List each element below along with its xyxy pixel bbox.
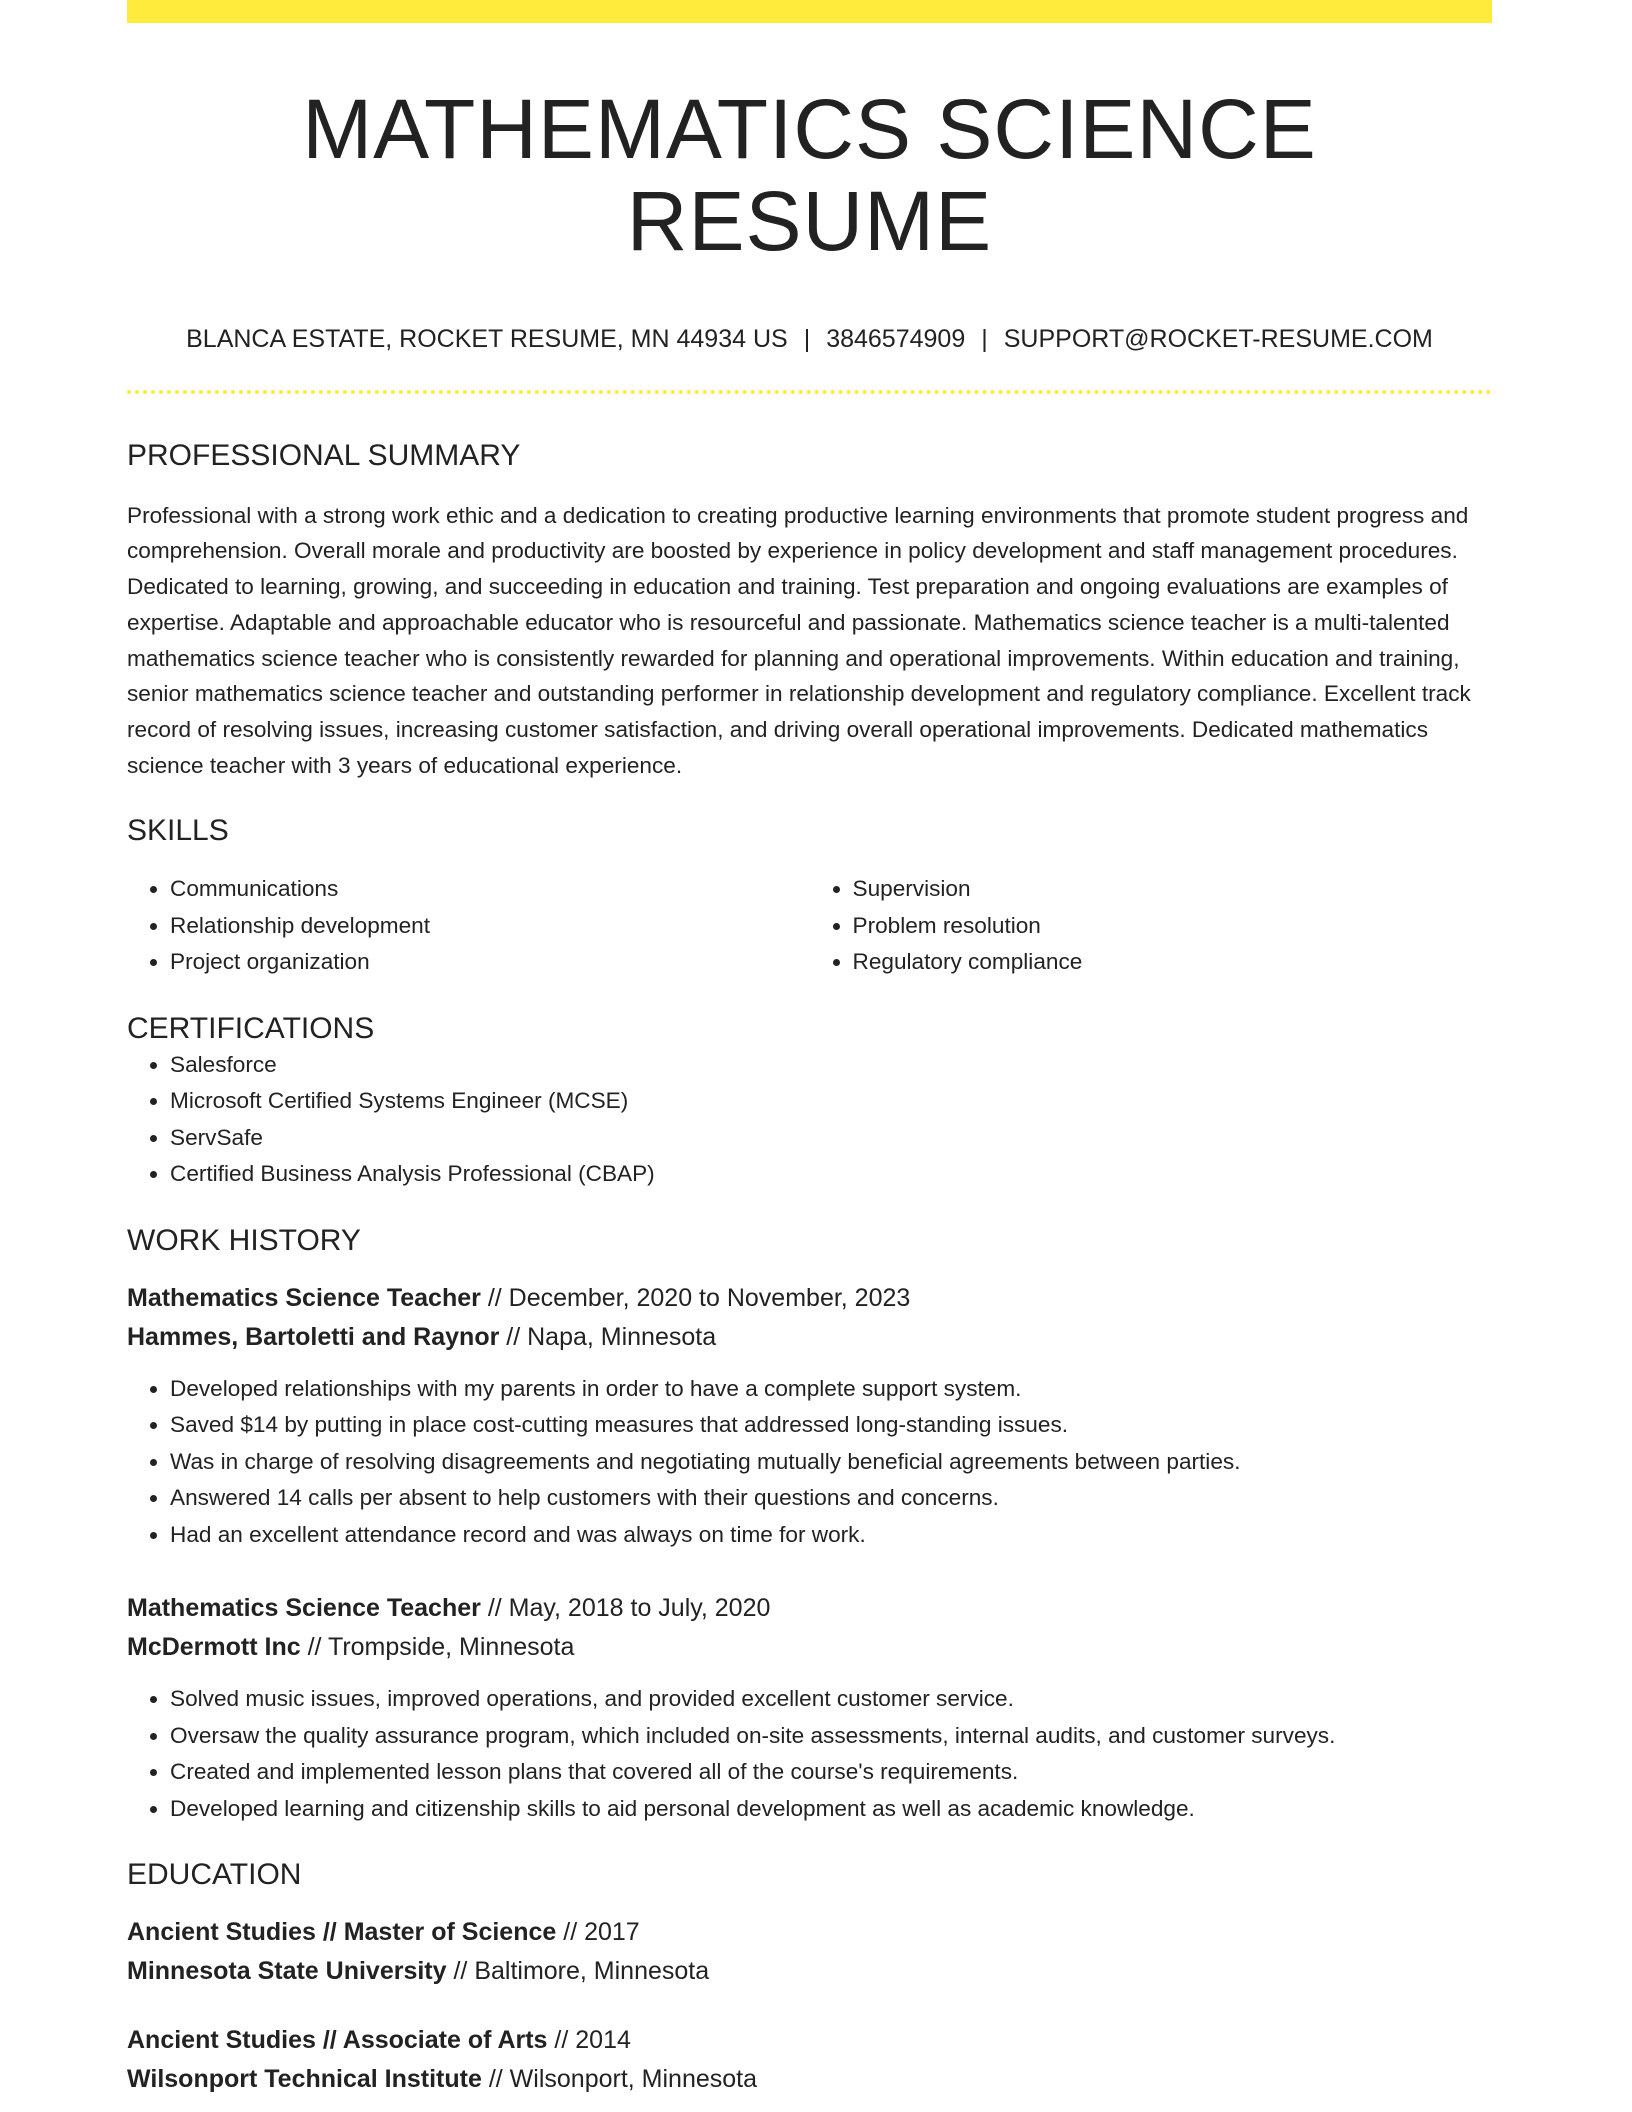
job-location: // Napa, Minnesota <box>506 1322 717 1351</box>
job-duties-list <box>127 1681 1492 1827</box>
skill-item: • Problem resolution <box>853 908 1493 945</box>
work-history-heading: WORK HISTORY <box>127 1223 361 1257</box>
skill-item: • Project organization <box>170 944 810 981</box>
skill-item: • Communications <box>170 871 810 908</box>
certification-item: • ServSafe <box>170 1120 1492 1157</box>
job-duty: • Developed learning and citizenship skills to aid personal development as well as academic knowledge. <box>170 1791 1492 1828</box>
job-duty: • Saved $14 by putting in place cost-cutting measures that addressed long-standing issues. <box>170 1407 1492 1444</box>
education-degree: Ancient Studies // Associate of Arts <box>127 2026 548 2055</box>
job-company-line <box>127 1628 1492 1667</box>
education-school: Wilsonport Technical Institute <box>127 2065 482 2094</box>
job-duty: • Was in charge of resolving disagreements and negotiating mutually beneficial agreements between parties. <box>170 1444 1492 1481</box>
job-entry <box>127 1589 1492 1827</box>
contact-line <box>127 324 1492 354</box>
education-degree-line <box>127 1913 1492 1952</box>
education-degree: Ancient Studies // Master of Science <box>127 1918 557 1947</box>
job-duty: • Developed relationships with my parents in order to have a complete support system. <box>170 1371 1492 1408</box>
job-company: McDermott Inc <box>127 1633 301 1662</box>
certifications-heading: CERTIFICATIONS <box>127 1011 375 1045</box>
job-title: Mathematics Science Teacher <box>127 1283 481 1312</box>
job-duty: • Created and implemented lesson plans that covered all of the course's requirements. <box>170 1754 1492 1791</box>
contact-separator: | <box>981 324 988 353</box>
resume-title: MATHEMATICS SCIENCE RESUME <box>302 82 1317 269</box>
job-duty: • Solved music issues, improved operations, and provided excellent customer service. <box>170 1681 1492 1718</box>
education-entry <box>127 2021 1492 2099</box>
contact-phone: 3846574909 <box>826 324 966 353</box>
job-dates: // December, 2020 to November, 2023 <box>487 1283 911 1312</box>
certification-item: • Microsoft Certified Systems Engineer (MCSE) <box>170 1083 1492 1120</box>
contact-address: BLANCA ESTATE, ROCKET RESUME, MN 44934 US <box>186 324 788 353</box>
education-year: // 2014 <box>554 2026 631 2055</box>
summary-heading: PROFESSIONAL SUMMARY <box>127 438 521 472</box>
education-school-line <box>127 2060 1492 2099</box>
job-title: Mathematics Science Teacher <box>127 1594 481 1623</box>
job-location: // Trompside, Minnesota <box>307 1633 575 1662</box>
education-degree-line <box>127 2021 1492 2060</box>
skill-item: • Regulatory compliance <box>853 944 1493 981</box>
skills-heading: SKILLS <box>127 814 229 848</box>
education-school-line <box>127 1952 1492 1991</box>
certification-item: • Certified Business Analysis Professional (CBAP) <box>170 1156 1492 1193</box>
job-duty: • Had an excellent attendance record and was always on time for work. <box>170 1517 1492 1554</box>
education-location: // Wilsonport, Minnesota <box>488 2065 758 2094</box>
skill-item: • Relationship development <box>170 908 810 945</box>
education-year: // 2017 <box>563 1918 640 1947</box>
summary-text: Professional with a strong work ethic and a dedication to creating productive learning environments that promote student progress and comprehension. Overall morale and productivity are boosted by experience in policy development and staff management procedures. Dedicated to learning, growing, and succeeding in education and training. Test preparation and ongoing evaluations are examples of expertise. Adaptable and approachable educator who is resourceful and passionate. Mathematics science teacher is a multi-talented mathematics science teacher who is consistently rewarded for planning and operational improvements. Within education and training, senior mathematics science teacher and outstanding performer in relationship development and regulatory compliance. Excellent track record of resolving issues, increasing customer satisfaction, and driving overall operational improvements. Dedicated mathematics science teacher with 3 years of educational experience. <box>127 502 1471 778</box>
education-location: // Baltimore, Minnesota <box>453 1957 710 1986</box>
education-heading: EDUCATION <box>127 1858 302 1892</box>
skill-item: • Supervision <box>853 871 1493 908</box>
skills-column-right <box>810 871 1493 981</box>
job-duty: • Oversaw the quality assurance program, which included on-site assessments, internal audits, and customer surveys. <box>170 1718 1492 1755</box>
top-accent-bar <box>127 0 1492 23</box>
job-title-line <box>127 1589 1492 1628</box>
job-duty: • Answered 14 calls per absent to help customers with their questions and concerns. <box>170 1480 1492 1517</box>
job-entry <box>127 1279 1492 1554</box>
job-company-line <box>127 1318 1492 1357</box>
job-company: Hammes, Bartoletti and Raynor <box>127 1322 500 1351</box>
education-school: Minnesota State University <box>127 1957 447 1986</box>
job-title-line <box>127 1279 1492 1318</box>
certification-item: • Salesforce <box>170 1047 1492 1084</box>
education-entry <box>127 1913 1492 1991</box>
job-duties-list <box>127 1371 1492 1554</box>
job-dates: // May, 2018 to July, 2020 <box>487 1594 771 1623</box>
resume-page <box>127 0 1492 2099</box>
skills-list <box>127 871 1492 981</box>
contact-email: SUPPORT@ROCKET-RESUME.COM <box>1003 324 1433 353</box>
contact-separator: | <box>803 324 811 353</box>
header-divider <box>127 390 1492 394</box>
skills-column-left <box>127 871 810 981</box>
certifications-list <box>127 1047 1492 1193</box>
